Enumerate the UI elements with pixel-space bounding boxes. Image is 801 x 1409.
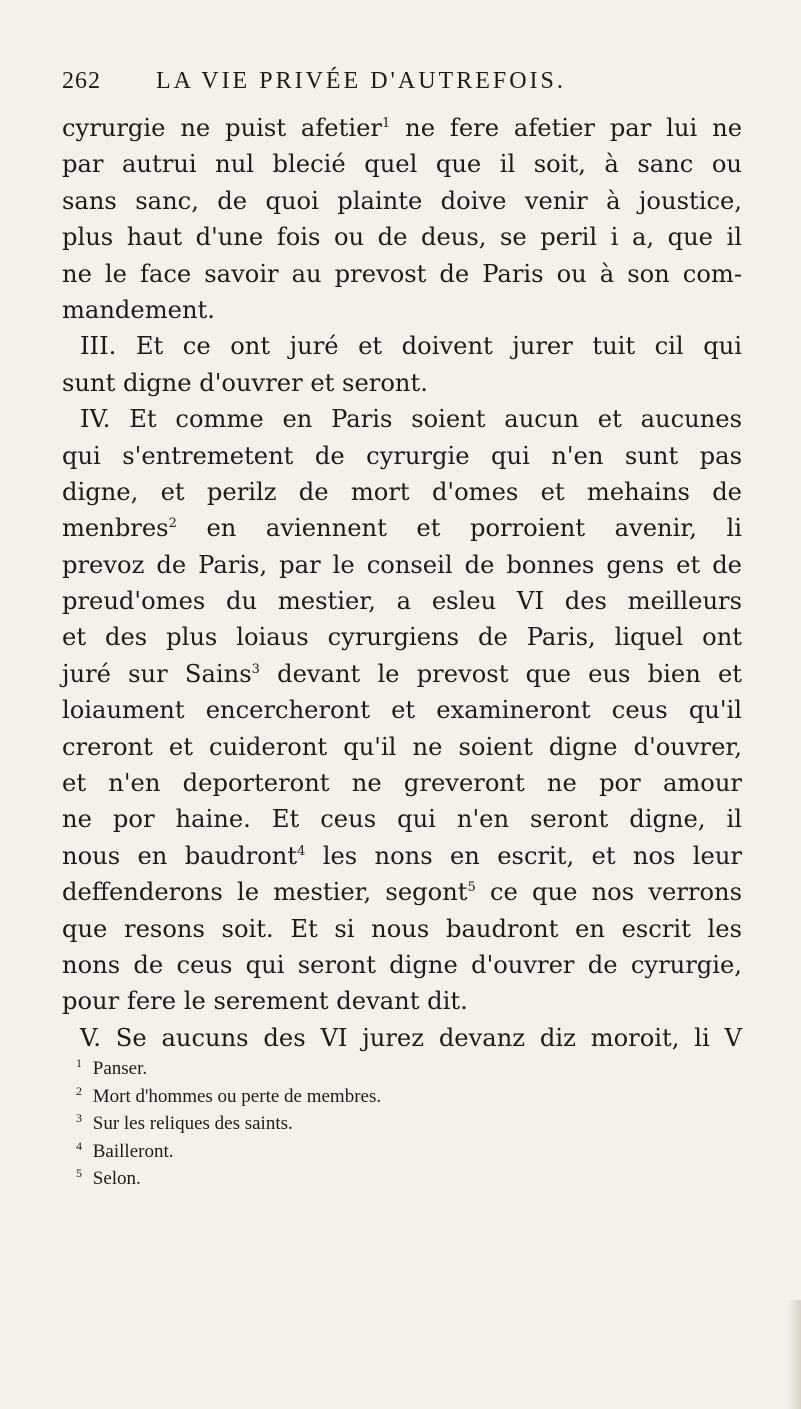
- text-line: et des plus loiaus cyrurgiens de Paris, liquel ont: [62, 623, 742, 652]
- text-line: qui s'entremetent de cyrurgie qui n'en sunt pas: [62, 441, 742, 470]
- text-line: cyrurgie ne puist afetier$^1$ ne fere afetier par lui ne: [62, 114, 743, 142]
- page-edge-shadow: [787, 1300, 801, 1409]
- footnote-ref: 4: [297, 843, 306, 859]
- text-line: juré sur Sains$^3$ devant le prevost que eus bien et: [62, 659, 742, 688]
- text-line: nons de ceus qui seront digne d'ouvrer de cyrurgie,: [62, 950, 742, 979]
- text-line: creront et cuideront qu'il ne soient digne d'ouvrer,: [62, 732, 742, 761]
- text-line: menbres$^2$ en aviennent et porroient avenir, li: [62, 514, 742, 543]
- text-line: prevoz de Paris, par le conseil de bonnes gens et de: [62, 550, 742, 579]
- text-line: III. Et ce ont juré et doivent jurer tuit cil qui: [80, 332, 742, 361]
- footnote: $^1$ Panser.: [76, 1056, 148, 1079]
- footnote-ref: 5: [467, 880, 476, 896]
- text-line: nous en baudront$^4$ les nons en escrit, et nos leur: [62, 841, 742, 870]
- text-line: loiaument encercheront et examineront ceus qu'il: [62, 696, 742, 725]
- text-line: V. Se aucuns des VI jurez devanz diz moroit, li V: [80, 1023, 742, 1052]
- footnote: $^4$ Bailleront.: [76, 1138, 174, 1162]
- text-line: pour fere le serement devant dit.: [62, 987, 468, 1016]
- text-line: que resons soit. Et si nous baudront en escrit les: [62, 914, 742, 943]
- footnote-ref: 2: [168, 516, 177, 532]
- text-line: par autrui nul blecié quel que il soit, à sanc ou: [62, 150, 742, 179]
- footnote-ref: 3: [251, 661, 260, 677]
- text-line: ne le face savoir au prevost de Paris ou à son com-: [62, 259, 742, 288]
- footnote: $^2$ Mort d'hommes ou perte de membres.: [76, 1083, 382, 1107]
- footnote-ref: 1: [381, 116, 391, 131]
- footnote: $^5$ Selon.: [76, 1166, 141, 1189]
- text-line: sunt digne d'ouvrer et seront.: [62, 368, 428, 397]
- footnotes: [76, 1055, 381, 1193]
- text-line: deffenderons le mestier, segont$^5$ ce que nos verrons: [62, 878, 743, 907]
- page-number: 262: [62, 68, 101, 94]
- text-line: preud'omes du mestier, a esleu VI des meilleurs: [62, 587, 742, 616]
- page: [62, 62, 742, 1056]
- text-line: digne, et perilz de mort d'omes et mehains de: [62, 477, 742, 506]
- text-line: plus haut d'une fois ou de deus, se peril i a, que il: [62, 223, 742, 252]
- text-line: et n'en deporteront ne greveront ne por amour: [62, 769, 742, 798]
- footnote: $^3$ Sur les reliques des saints.: [76, 1111, 293, 1134]
- text-line: IV. Et comme en Paris soient aucun et aucunes: [80, 405, 742, 434]
- text-line: ne por haine. Et ceus qui n'en seront digne, il: [62, 805, 742, 834]
- running-head: [62, 62, 742, 100]
- text-line: mandement.: [62, 295, 215, 324]
- text-line: sans sanc, de quoi plainte doive venir à joustice,: [62, 186, 742, 215]
- body-text: [62, 110, 742, 1056]
- running-title: LA VIE PRIVÉE D'AUTREFOIS.: [156, 68, 566, 94]
